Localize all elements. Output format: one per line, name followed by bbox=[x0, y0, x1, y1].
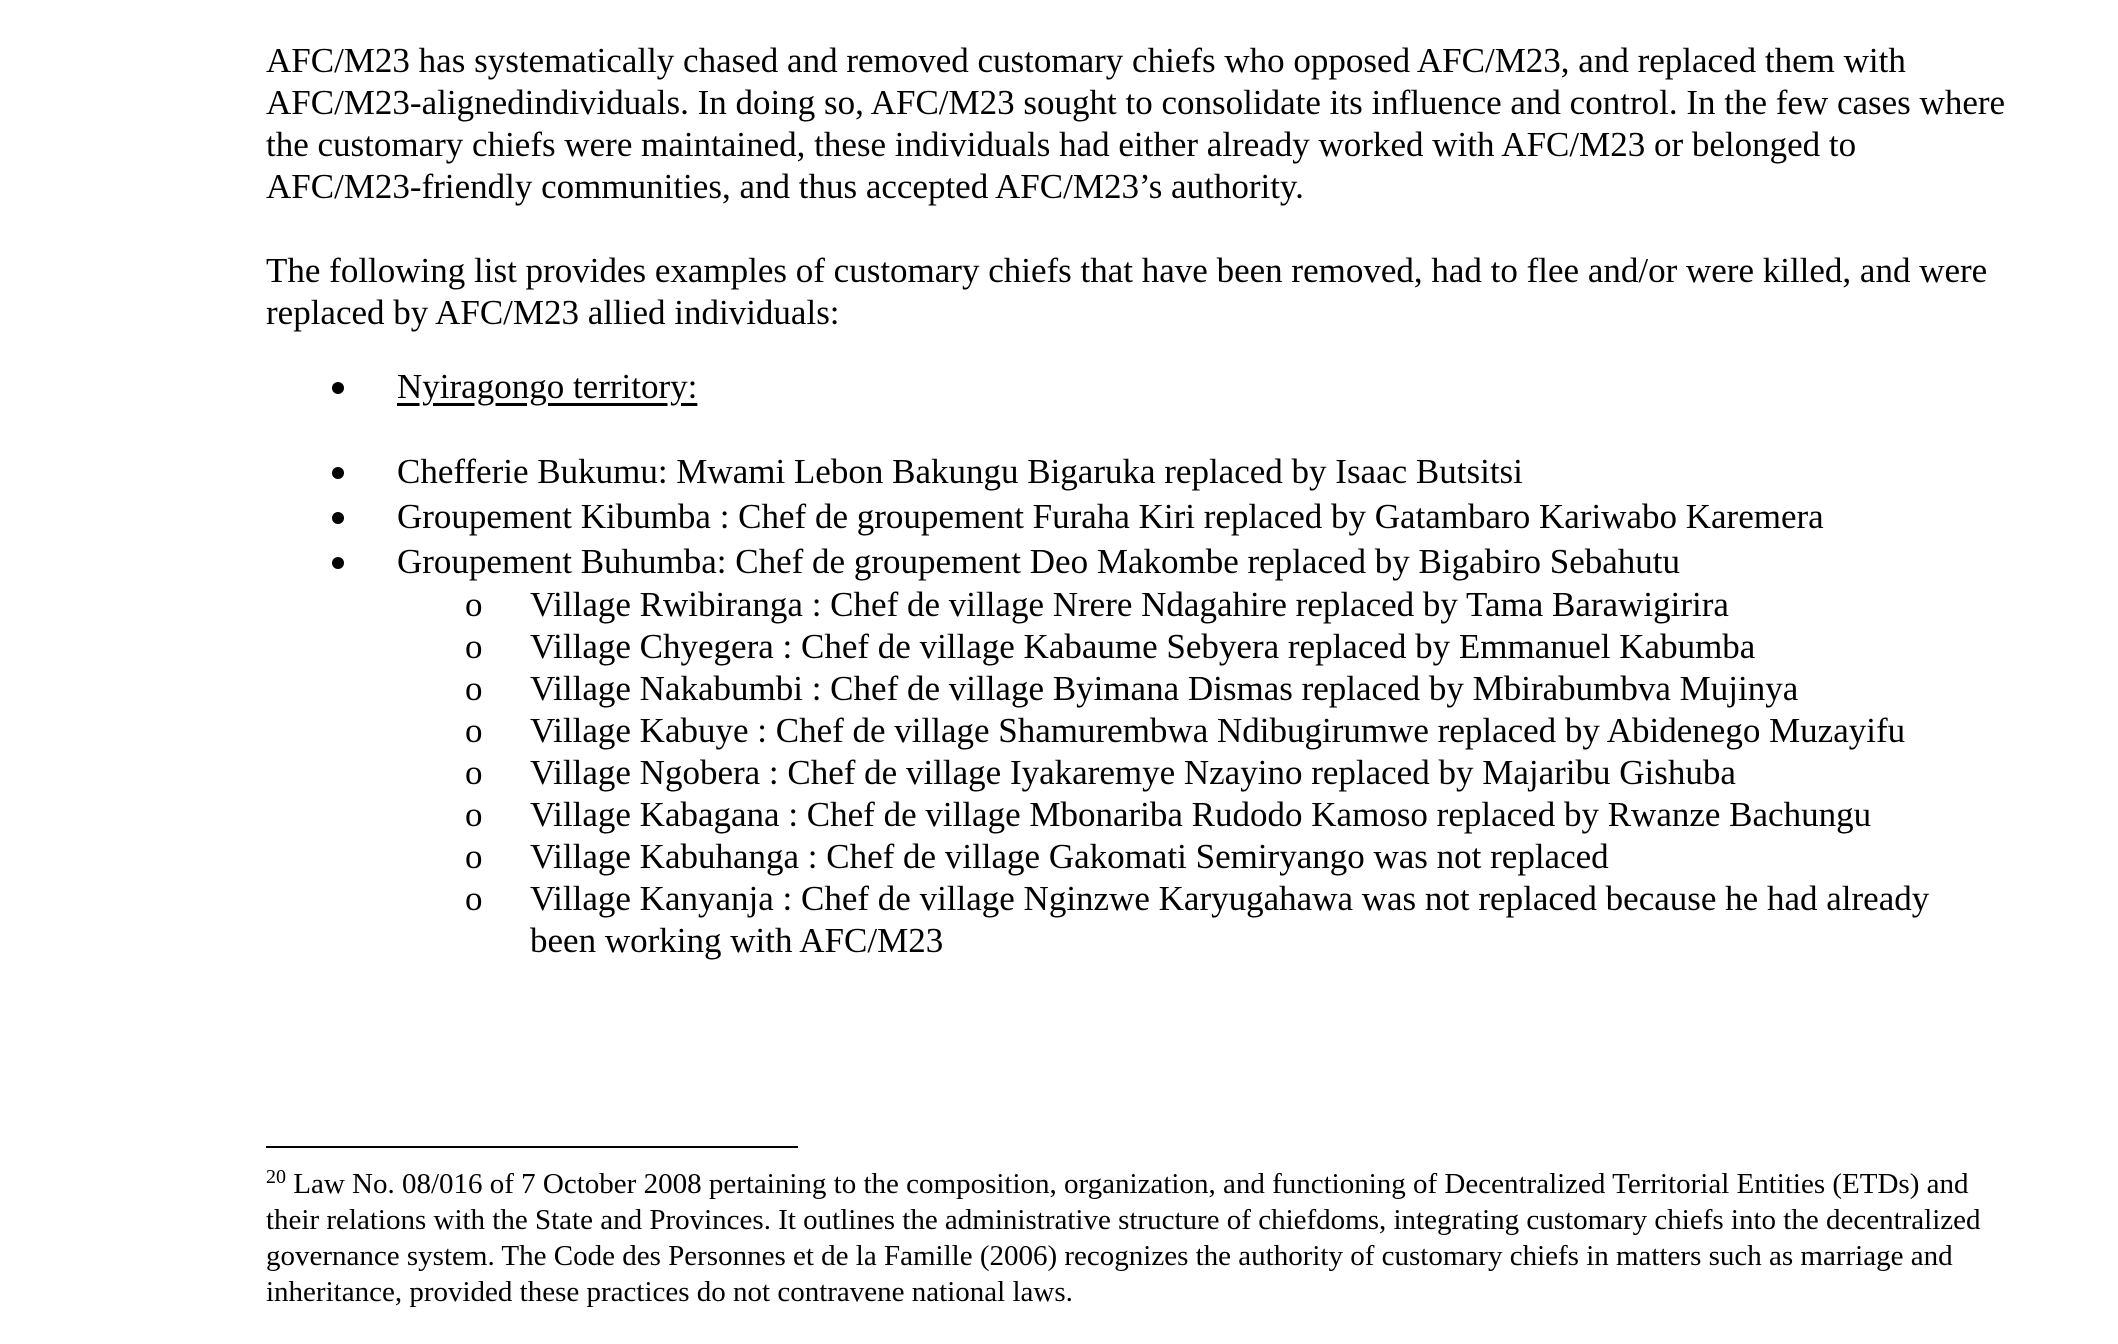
bullet-dot-icon bbox=[332, 382, 344, 394]
bullet-dot-icon bbox=[332, 467, 344, 479]
sublist-item bbox=[266, 584, 2010, 626]
footnote bbox=[266, 1166, 1986, 1310]
list-item bbox=[266, 539, 2010, 584]
village-sublist bbox=[266, 584, 2010, 962]
list-item bbox=[266, 494, 2010, 539]
sublist-item bbox=[266, 878, 1990, 962]
hollow-bullet-icon: o bbox=[465, 753, 483, 792]
footnote-divider bbox=[266, 1146, 798, 1148]
sublist-item-text: Village Chyegera : Chef de village Kabaume Sebyera replaced by Emmanuel Kabumba bbox=[530, 627, 1756, 666]
territory-heading: Nyiragongo territory: bbox=[397, 367, 698, 406]
bullet-dot-icon bbox=[332, 557, 344, 569]
sublist-item-text: Village Rwibiranga : Chef de village Nrere Ndagahire replaced by Tama Barawigirira bbox=[530, 585, 1729, 624]
list-heading-item bbox=[266, 364, 2010, 409]
hollow-bullet-icon: o bbox=[465, 627, 483, 666]
list-item-text: Chefferie Bukumu: Mwami Lebon Bakungu Bigaruka replaced by Isaac Butsitsi bbox=[397, 452, 1523, 491]
hollow-bullet-icon: o bbox=[465, 837, 483, 876]
chiefs-list bbox=[266, 364, 2010, 584]
sublist-item bbox=[266, 794, 2010, 836]
list-intro-paragraph: The following list provides examples of customary chiefs that have been removed, had to flee and/or were killed, and were replaced by AFC/M23 allied individuals: bbox=[266, 251, 1988, 332]
footnote-text: Law No. 08/016 of 7 October 2008 pertaining to the composition, organization, and functioning of Decentralized Territorial Entities (ETDs) and their relations with the State and Provinces. It outlines the administrative structure of chiefdoms, integrating customary chiefs into the decentralized governance system. The Code des Personnes et de la Famille (2006) recognizes the authority of customary chiefs in matters such as marriage and inheritance, provided these practices do not contravene national laws. bbox=[266, 1168, 1981, 1308]
hollow-bullet-icon: o bbox=[465, 795, 483, 834]
hollow-bullet-icon: o bbox=[465, 585, 483, 624]
sublist-item-text: Village Kabuhanga : Chef de village Gakomati Semiryango was not replaced bbox=[530, 837, 1609, 876]
sublist-item bbox=[266, 836, 2010, 878]
sublist-item-text: Village Ngobera : Chef de village Iyakaremye Nzayino replaced by Majaribu Gishuba bbox=[530, 753, 1736, 792]
sublist-item-text: Village Kabagana : Chef de village Mbonariba Rudodo Kamoso replaced by Rwanze Bachungu bbox=[530, 795, 1872, 834]
list-item-text: Groupement Buhumba: Chef de groupement Deo Makombe replaced by Bigabiro Sebahutu bbox=[397, 542, 1681, 581]
hollow-bullet-icon: o bbox=[465, 669, 483, 708]
list-item-text: Groupement Kibumba : Chef de groupement Furaha Kiri replaced by Gatambaro Kariwabo Karemera bbox=[397, 497, 1824, 536]
sublist-item bbox=[266, 626, 2010, 668]
sublist-item bbox=[266, 668, 2010, 710]
list-item bbox=[266, 449, 2010, 494]
intro-paragraph: AFC/M23 has systematically chased and removed customary chiefs who opposed AFC/M23, and replaced them with AFC/M23-alignedindividuals. In doing so, AFC/M23 sought to consolidate its influence and control. In the few cases where the customary chiefs were maintained, these individuals had either already worked with AFC/M23 or belonged to AFC/M23-friendly communities, and thus accepted AFC/M23’s authority. bbox=[266, 41, 2006, 206]
hollow-bullet-icon: o bbox=[465, 711, 483, 750]
sublist-item-text: Village Kabuye : Chef de village Shamurembwa Ndibugirumwe replaced by Abidenego Muzayifu bbox=[530, 711, 1906, 750]
sublist-item-text: Village Nakabumbi : Chef de village Byimana Dismas replaced by Mbirabumbva Mujinya bbox=[530, 669, 1799, 708]
document-body bbox=[266, 40, 2010, 962]
sublist-item bbox=[266, 752, 2010, 794]
hollow-bullet-icon: o bbox=[465, 879, 483, 918]
sublist-item bbox=[266, 710, 2010, 752]
sublist-item-text: Village Kanyanja : Chef de village Nginzwe Karyugahawa was not replaced because he had already been working with AFC/M23 bbox=[530, 879, 1930, 960]
bullet-dot-icon bbox=[332, 512, 344, 524]
footnote-number: 20 bbox=[266, 1166, 286, 1188]
